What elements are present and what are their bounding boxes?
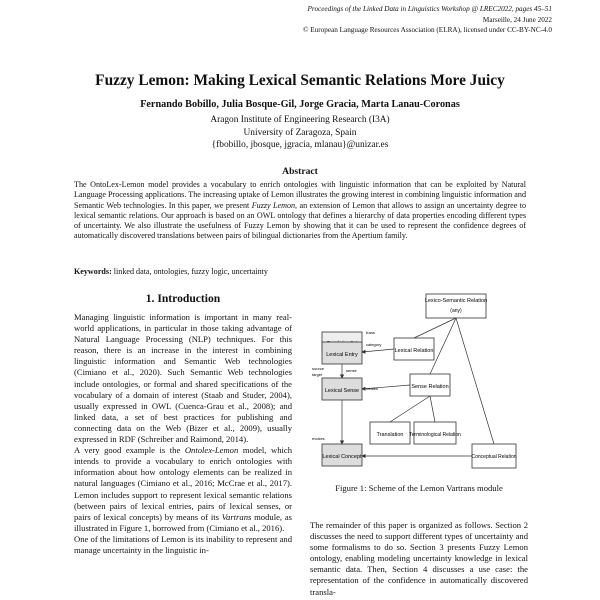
vartrans-figure — [308, 292, 530, 478]
edge-lexrel-entry — [362, 349, 394, 352]
edge-senserel-terminological — [430, 396, 435, 422]
p2-em-ontolex: Ontolex-Lemon — [184, 445, 239, 456]
keywords-list: linked data, ontologies, fuzzy logic, uncertainty — [111, 267, 268, 276]
edge-label-relates: relates — [366, 386, 379, 391]
intro-paragraph-2 — [74, 445, 292, 534]
header-location-date: Marseille, 24 June 2022 — [482, 15, 552, 24]
section-heading-introduction: 1. Introduction — [145, 292, 221, 305]
edge-label-trans: trans — [366, 330, 375, 335]
edge-lsr-lexrel — [414, 318, 456, 338]
edge-senserel-translation — [390, 396, 430, 422]
p2-text-a: A very good example is the — [74, 445, 185, 456]
label-translation: Translation — [376, 432, 404, 438]
header-proceedings: Proceedings of the Linked Data in Linguistics Workshop @ LREC2022, pages 45–51 — [307, 5, 552, 13]
label-lexical-entry: Lexical Entry — [326, 352, 358, 358]
affiliation — [0, 114, 600, 152]
abstract-part-1: The OntoLex-Lemon model provides a vocabulary to enrich ontologies with linguistic information that can be exploited by Natural Language Processing applications. The increasing uptake of Lemon illustrates the growing interest in combining linguistic information and Semantic Web technologies. In this paper, we present — [74, 180, 526, 210]
p2-text-b: model, which intends to provide a vocabulary to enrich ontologies with information about how ontology elements can be realized in natural languages (Cimiano et al., 2016; McCrae et al., 2017). Lemon includes support to represent lexical semantic relations (between pairs of lexical entries, pairs of lexical senses, or pairs of lexical concepts) by means of its — [74, 445, 293, 522]
intro-paragraph-1: Managing linguistic information is important in many real-world applications, in particular in those taking advantage of Natural Language Processing (NLP) techniques. For this reason, there is an increase in the interest in combining linguistic information and Semantic Web technologies (Cimiano et al., 2020). Such Semantic Web technologies include ontologies, or formal and shared specifications of the vocabulary of a domain of interest (Staab and Studer, 2004), usually expressed in OWL (Cuenca-Grau et al., 2008); and linked data, a set of best practices for publishing and connecting data on the Web (Bizer et al., 2009), usually expressed in RDF (Schreiber and Raimond, 2014). — [74, 312, 292, 445]
edge-label-evokes: evokes — [312, 436, 325, 441]
abstract-heading: Abstract — [282, 166, 318, 177]
affiliation-university: University of Zaragoza, Spain — [243, 127, 357, 138]
right-column-text: The remainder of this paper is organized as follows. Section 2 discusses the need to support different types of uncertainty and some formalisms to do so. Section 3 presents Fuzzy Lemon ontology, enabling modeling uncertainty knowledge in lexical semantic data. Then, Section 4 discusses a use case: the representation of the confidence in automatically discovered transla- — [310, 520, 528, 597]
author-list: Fernando Bobillo, Julia Bosque-Gil, Jorge Gracia, Marta Lanau-Coronas — [140, 99, 460, 110]
author-emails: {fbobillo, jbosque, jgracia, mlanau}@unizar.es — [211, 140, 389, 150]
edge-label-category: category — [366, 342, 382, 347]
edge-label-source: source — [312, 366, 325, 371]
label-lexical-concept: Lexical Concept — [322, 454, 362, 460]
edge-label-target: target — [312, 372, 323, 377]
edge-lsr-conceptrel — [456, 318, 494, 444]
label-lsr: Lexico-Semantic Relation — [424, 298, 488, 304]
paper-title: Fuzzy Lemon: Making Lexical Semantic Relations More Juicy — [95, 72, 505, 89]
running-header — [303, 4, 552, 36]
label-lsr-sub: (any) — [450, 308, 462, 314]
label-lexical-relation: Lexical Relation — [394, 348, 434, 354]
intro-paragraph-3: One of the limitations of Lemon is its inability to represent and manage uncertainty in the linguistic in- — [74, 533, 292, 555]
label-terminological: Terminological Relation — [409, 432, 461, 438]
affiliation-institute: Aragon Institute of Engineering Research (I3A) — [210, 115, 390, 125]
edge-label-sense: sense — [346, 368, 357, 373]
label-sense-relation: Sense Relation — [411, 384, 449, 390]
header-license: © European Language Resources Association (ELRA), licensed under CC-BY-NC-4.0 — [303, 26, 552, 34]
abstract-emphasis: Fuzzy Lemon — [251, 200, 296, 210]
keywords — [74, 267, 526, 276]
label-conceptual-relation: Conceptual Relation — [471, 454, 517, 460]
intro-column — [74, 312, 292, 556]
label-lexical-sense: Lexical Sense — [324, 388, 360, 394]
keywords-label: Keywords: — [74, 267, 112, 276]
abstract-text — [74, 180, 526, 242]
p2-em-vartrans: Vartrans — [221, 511, 252, 522]
p2-text-c: module, as illustrated in Figure 1, borrowed from (Cimiano et al., 2016). — [74, 511, 292, 533]
figure-caption: Figure 1: Scheme of the Lemon Vartrans module — [335, 483, 503, 493]
abstract-part-2: , an extension of Lemon that allows to assign an uncertainty degree to lexical semantic relations. Our approach is based on an OWL ontology that defines a hierarchy of data properties encoding different types of uncertainty. We also illustrate the usefulness of Fuzzy Lemon by showing that it can be used to represent the confidence degrees of automatically discovered translations between pairs of bilingual dictionaries from the Apertium family. — [74, 200, 526, 241]
